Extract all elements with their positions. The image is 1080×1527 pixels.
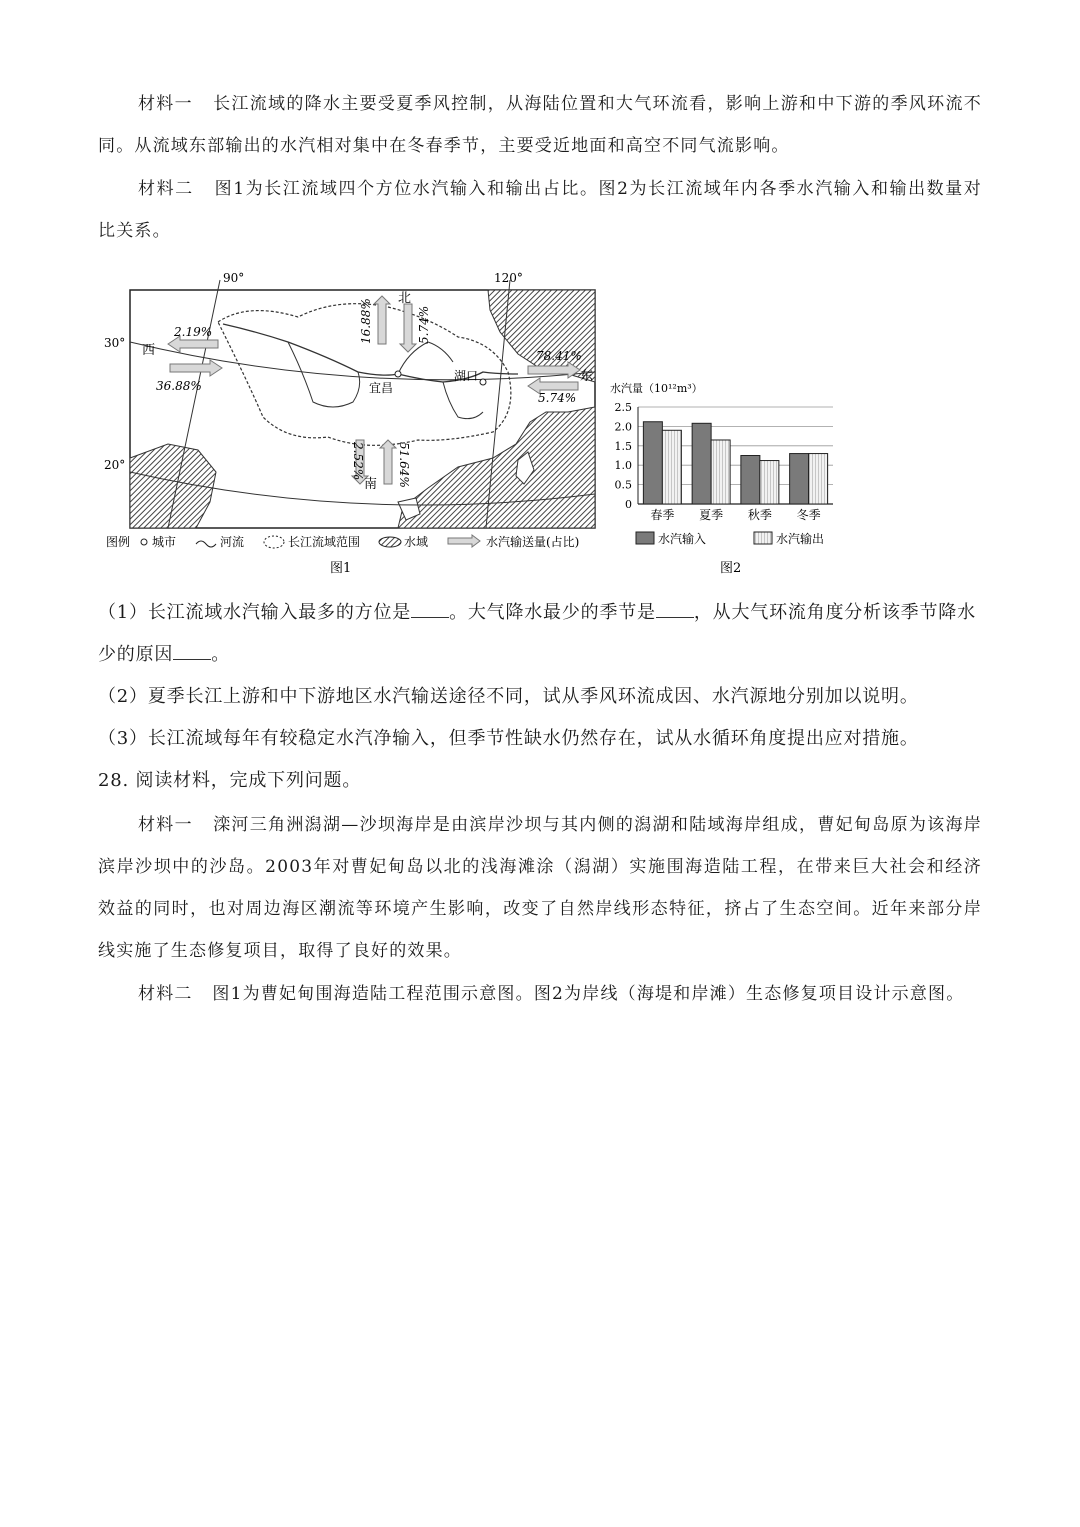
legend-water-icon: [379, 537, 401, 547]
legend-input-swatch: [636, 532, 654, 544]
legend-title: 图例: [106, 535, 131, 549]
lat-label-20: 20°: [104, 458, 126, 472]
lon-label-120: 120°: [494, 271, 523, 285]
x-tick-label: 夏季: [699, 508, 724, 522]
q1-blank-2: [656, 599, 694, 618]
figure-area: [98, 262, 848, 582]
bar-output-2: [760, 461, 779, 504]
city-hukou-label: 湖口: [454, 369, 479, 383]
east-in-percent: 78.41%: [536, 349, 582, 363]
x-tick-label: 冬季: [796, 508, 821, 522]
material-2-label: 材料二: [138, 179, 194, 199]
lon-label-90: 90°: [223, 271, 245, 285]
legend-river-icon: [196, 541, 216, 547]
q28-material-2-label: 材料二: [138, 984, 193, 1004]
chart-ylabel: 水汽量（10¹²m³）: [610, 382, 703, 395]
figure-2-caption: 图2: [720, 561, 742, 576]
west-out-percent: 2.19%: [174, 325, 213, 339]
legend-input-label: 水汽输入: [658, 532, 707, 546]
material-1-paragraph: [98, 83, 982, 167]
bar-input-0: [643, 422, 662, 504]
q1-part-d: 。: [211, 644, 231, 665]
legend-city-icon: [141, 539, 147, 545]
y-tick-label: 0.5: [614, 478, 632, 492]
q1-part-c: ，从大气环流角度分析该季节降水少的原因: [98, 602, 976, 665]
east-out-percent: 5.74%: [538, 391, 577, 405]
city-yichang-marker: [395, 371, 401, 377]
material-1-label: 材料一: [138, 94, 193, 114]
material-2-paragraph: [98, 168, 982, 252]
land-southeast-asia: [130, 444, 216, 528]
q28-material-1-label: 材料一: [138, 815, 193, 835]
city-hukou-marker: [480, 379, 486, 385]
bar-output-1: [711, 440, 730, 504]
x-tick-label: 秋季: [747, 508, 772, 522]
city-yichang-label: 宜昌: [369, 381, 394, 395]
question-2: （2）夏季长江上游和中下游地区水汽输送途径不同，试从季风环流成因、水汽源地分别加以说明。: [98, 686, 919, 707]
y-tick-label: 2.0: [614, 420, 632, 434]
q28-material-2-text: 图1为曹妃甸围海造陆工程范围示意图。图2为岸线（海堤和岸滩）生态修复项目设计示意图。: [212, 984, 965, 1004]
chart-x-tick-labels: [650, 507, 820, 522]
bar-chart: [610, 381, 833, 576]
legend-water-label: 水域: [404, 535, 429, 549]
q1-part-b: 。大气降水最少的季节是: [449, 602, 656, 623]
legend-basin-icon: [264, 536, 284, 548]
q1-part-a: （1）长江流域水汽输入最多的方位是: [98, 602, 412, 623]
q1-blank-1: [411, 599, 449, 618]
south-label: 南: [364, 477, 378, 492]
bar-input-1: [692, 423, 711, 504]
map-legend: [106, 534, 579, 549]
question-1: [98, 592, 982, 676]
legend-output-label: 水汽输出: [776, 532, 825, 546]
bar-input-2: [741, 456, 760, 505]
q28-material-1-paragraph: [98, 804, 982, 972]
south-in-percent: 51.64%: [397, 442, 411, 488]
lat-label-30: 30°: [104, 336, 126, 350]
question-28-heading: 28. 阅读材料，完成下列问题。: [98, 770, 362, 791]
west-label: 西: [142, 343, 156, 358]
bar-output-3: [809, 454, 828, 504]
legend-river-label: 河流: [220, 535, 245, 549]
x-tick-label: 春季: [650, 508, 675, 522]
legend-basin-label: 长江流域范围: [288, 535, 361, 549]
y-tick-label: 2.5: [614, 401, 632, 414]
y-tick-label: 1.5: [614, 439, 632, 453]
legend-vapor-label: 水汽输送量(占比): [486, 535, 580, 549]
q28-material-2-paragraph: [98, 973, 982, 1015]
north-label: 北: [398, 291, 412, 306]
east-label: 东: [580, 369, 594, 384]
south-out-percent: 2.52%: [351, 442, 365, 481]
north-in-percent: 16.88%: [359, 298, 373, 344]
west-in-percent: 36.88%: [156, 379, 202, 393]
figure-1-caption: 图1: [330, 561, 352, 576]
chart-bars: [643, 422, 827, 504]
figures-svg: [98, 262, 848, 582]
legend-output-swatch: [754, 532, 772, 544]
bar-output-0: [662, 430, 681, 504]
map-figure: [104, 271, 595, 576]
question-3: （3）长江流域每年有较稳定水汽净输入，但季节性缺水仍然存在，试从水循环角度提出应对措施。: [98, 728, 919, 749]
bar-input-3: [790, 454, 809, 504]
y-tick-label: 0: [625, 498, 632, 511]
y-tick-label: 1.0: [614, 459, 632, 473]
q28-material-1-text: 滦河三角洲潟湖—沙坝海岸是由滨岸沙坝与其内侧的潟湖和陆域海岸组成，曹妃甸岛原为该海岸滨岸沙坝中的沙岛。2003年对曹妃甸岛以北的浅海滩涂（潟湖）实施围海造陆工程，在带来巨大社会和经济效益的同时，也对周边海区潮流等环境产生影响，改变了自然岸线形态特征，挤占了生态空间。近年来部分岸线实施了生态修复项目，取得了良好的效果。: [98, 815, 983, 961]
north-out-percent: 5.74%: [417, 305, 431, 344]
material-1-text: 长江流域的降水主要受夏季风控制，从海陆位置和大气环流看，影响上游和中下游的季风环流不同。从流域东部输出的水汽相对集中在冬春季节，主要受近地面和高空不同气流影响。: [98, 94, 983, 156]
q1-blank-3: [173, 641, 211, 660]
legend-city-label: 城市: [152, 535, 177, 549]
material-2-text: 图1为长江流域四个方位水汽输入和输出占比。图2为长江流域年内各季水汽输入和输出数量对比关系。: [98, 179, 983, 241]
chart-legend: [636, 531, 824, 546]
legend-vapor-icon: [448, 535, 480, 547]
